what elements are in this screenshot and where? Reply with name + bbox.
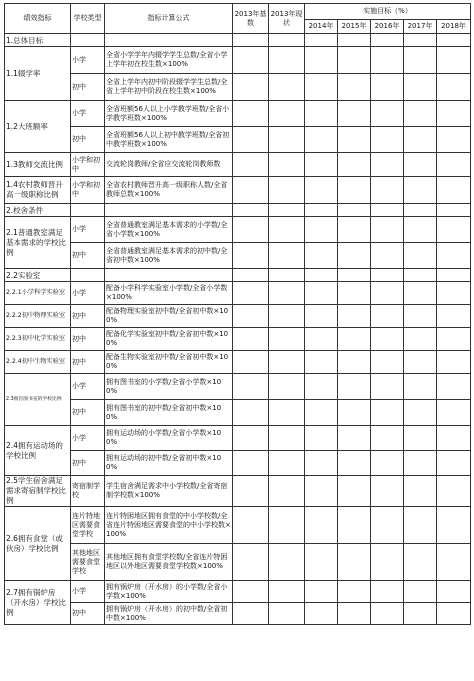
empty-value-cell <box>371 603 404 625</box>
empty-value-cell <box>437 305 471 328</box>
empty-value-cell <box>233 426 269 451</box>
empty-value-cell <box>404 74 437 101</box>
empty-value-cell <box>305 451 338 476</box>
empty-value-cell <box>233 581 269 603</box>
empty-value-cell <box>371 351 404 374</box>
indicator-label: 2.6拥有食堂（或伙房）学校比例 <box>5 507 71 581</box>
empty-value-cell <box>233 603 269 625</box>
empty-value-cell <box>404 507 437 544</box>
empty-value-cell <box>269 544 305 581</box>
empty-value-cell <box>233 544 269 581</box>
empty-value-cell <box>437 217 471 243</box>
empty-value-cell <box>437 451 471 476</box>
school-type: 初中 <box>71 603 105 625</box>
empty-value-cell <box>437 127 471 153</box>
empty-value-cell <box>371 400 404 426</box>
empty-value-cell <box>371 544 404 581</box>
indicator-label: 2.2.3初中化学实验室 <box>5 328 71 351</box>
empty-value-cell <box>371 451 404 476</box>
empty-value-cell <box>437 581 471 603</box>
school-type: 小学 <box>71 374 105 400</box>
empty-value-cell <box>338 451 371 476</box>
empty-value-cell <box>437 374 471 400</box>
empty-value-cell <box>305 305 338 328</box>
empty-value-cell <box>305 217 338 243</box>
empty-value-cell <box>437 47 471 74</box>
empty-value-cell <box>269 451 305 476</box>
empty-value-cell <box>305 507 338 544</box>
formula: 全省农村教师晋升高一级职称人数/全省教师总数×100% <box>105 177 233 204</box>
performance-indicator-table-page <box>0 3 474 681</box>
empty-value-cell <box>338 153 371 177</box>
empty-value-cell <box>269 603 305 625</box>
empty-value-cell <box>371 243 404 269</box>
empty-value-cell <box>269 507 305 544</box>
indicator-label: 1.1辍学率 <box>5 47 71 101</box>
empty-value-cell <box>233 243 269 269</box>
empty-value-cell <box>269 351 305 374</box>
empty-value-cell <box>437 282 471 305</box>
school-type: 初中 <box>71 451 105 476</box>
school-type: 小学和初中 <box>71 153 105 177</box>
header-year-2014: 2014年 <box>305 20 338 34</box>
empty-value-cell <box>305 34 338 47</box>
empty-value-cell <box>371 507 404 544</box>
formula: 全省上学年内初中阶段辍学学生总数/全省上学年初中阶段在校生数×100% <box>105 74 233 101</box>
empty-value-cell <box>371 204 404 217</box>
empty-value-cell <box>233 282 269 305</box>
school-type: 初中 <box>71 243 105 269</box>
school-type: 初中 <box>71 351 105 374</box>
school-type: 小学 <box>71 101 105 127</box>
empty-value-cell <box>437 544 471 581</box>
empty-value-cell <box>338 400 371 426</box>
empty-value-cell <box>305 101 338 127</box>
empty-value-cell <box>233 74 269 101</box>
empty-value-cell <box>338 581 371 603</box>
formula: 拥有运动场的小学数/全省小学数×100% <box>105 426 233 451</box>
empty-value-cell <box>404 305 437 328</box>
empty-value-cell <box>305 328 338 351</box>
empty-value-cell <box>371 127 404 153</box>
formula: 配备小学科学实验室小学数/全省小学数×100% <box>105 282 233 305</box>
header-year-2015: 2015年 <box>338 20 371 34</box>
empty-value-cell <box>338 476 371 507</box>
subsection-title: 2.2实验室 <box>5 269 71 282</box>
empty-value-cell <box>371 217 404 243</box>
empty-value-cell <box>404 282 437 305</box>
empty-value-cell <box>338 374 371 400</box>
empty-value-cell <box>437 603 471 625</box>
empty-value-cell <box>338 507 371 544</box>
empty-value-cell <box>305 269 338 282</box>
empty-value-cell <box>269 426 305 451</box>
empty-value-cell <box>269 282 305 305</box>
empty-value-cell <box>338 34 371 47</box>
empty-value-cell <box>233 47 269 74</box>
school-type: 初中 <box>71 74 105 101</box>
formula: 拥有锅炉房（开水房）的小学数/全省小学数×100% <box>105 581 233 603</box>
empty-value-cell <box>269 269 305 282</box>
empty-value-cell <box>269 153 305 177</box>
empty-value-cell <box>437 328 471 351</box>
empty-value-cell <box>371 74 404 101</box>
indicator-label: 1.4农村教师晋升高一级职称比例 <box>5 177 71 204</box>
empty-value-cell <box>305 351 338 374</box>
empty-value-cell <box>371 47 404 74</box>
empty-value-cell <box>404 544 437 581</box>
empty-value-cell <box>233 476 269 507</box>
empty-value-cell <box>305 476 338 507</box>
empty-value-cell <box>437 74 471 101</box>
empty-value-cell <box>233 101 269 127</box>
empty-value-cell <box>269 374 305 400</box>
empty-value-cell <box>269 400 305 426</box>
empty-value-cell <box>269 204 305 217</box>
empty-value-cell <box>404 101 437 127</box>
empty-value-cell <box>338 544 371 581</box>
empty-value-cell <box>371 101 404 127</box>
empty-value-cell <box>404 177 437 204</box>
empty-value-cell <box>305 177 338 204</box>
empty-value-cell <box>233 153 269 177</box>
header-formula: 指标计算公式 <box>105 4 233 34</box>
school-type: 初中 <box>71 305 105 328</box>
empty-value-cell <box>371 374 404 400</box>
empty-value-cell <box>437 177 471 204</box>
indicator-label: 2.1普通教室满足基本需求的学校比例 <box>5 217 71 269</box>
empty-value-cell <box>338 603 371 625</box>
header-base-2013: 2013年基数 <box>233 4 269 34</box>
empty-value-cell <box>269 305 305 328</box>
header-status-2013: 2013年现状 <box>269 4 305 34</box>
empty-value-cell <box>437 204 471 217</box>
formula: 拥有图书室的小学数/全省小学数×100% <box>105 374 233 400</box>
empty-value-cell <box>269 581 305 603</box>
empty-value-cell <box>269 127 305 153</box>
formula: 拥有锅炉房（开水房）的初中数/全省初中数×100% <box>105 603 233 625</box>
indicator-label: 2.2.2初中物理实验室 <box>5 305 71 328</box>
empty-value-cell <box>338 426 371 451</box>
empty-value-cell <box>437 507 471 544</box>
empty-value-cell <box>269 476 305 507</box>
formula: 全省班额56人以上小学教学班数/全省小学教学班数×100% <box>105 101 233 127</box>
empty-value-cell <box>404 153 437 177</box>
school-type: 小学 <box>71 47 105 74</box>
empty-value-cell <box>305 127 338 153</box>
school-type: 连片特地区需要食堂学校 <box>71 507 105 544</box>
formula: 交流轮岗教师/全省应交流轮岗教师数 <box>105 153 233 177</box>
school-type: 初中 <box>71 328 105 351</box>
indicator-label: 2.5学生宿舍满足需求寄宿制学校比例 <box>5 476 71 507</box>
empty-value-cell <box>233 451 269 476</box>
empty-value-cell <box>404 581 437 603</box>
empty-value-cell <box>338 243 371 269</box>
empty-value-cell <box>71 34 105 47</box>
formula: 全省小学学年内辍学学生总数/全省小学上学年初在校生数×100% <box>105 47 233 74</box>
empty-value-cell <box>371 328 404 351</box>
empty-value-cell <box>305 544 338 581</box>
empty-value-cell <box>233 507 269 544</box>
empty-value-cell <box>105 269 233 282</box>
formula: 学生宿舍满足需求中小学校数/全省寄宿制学校数×100% <box>105 476 233 507</box>
empty-value-cell <box>305 204 338 217</box>
empty-value-cell <box>305 400 338 426</box>
formula: 全省普通教室满足基本需求的小学数/全省小学数×100% <box>105 217 233 243</box>
indicator-label: 2.2.4初中生物实验室 <box>5 351 71 374</box>
empty-value-cell <box>305 282 338 305</box>
empty-value-cell <box>305 374 338 400</box>
empty-value-cell <box>338 177 371 204</box>
empty-value-cell <box>371 177 404 204</box>
empty-value-cell <box>105 34 233 47</box>
empty-value-cell <box>404 328 437 351</box>
empty-value-cell <box>305 47 338 74</box>
empty-value-cell <box>233 351 269 374</box>
header-target: 实施目标（%） <box>305 4 471 20</box>
empty-value-cell <box>404 400 437 426</box>
empty-value-cell <box>404 476 437 507</box>
header-school-type: 学校类型 <box>71 4 105 34</box>
school-type: 小学 <box>71 581 105 603</box>
empty-value-cell <box>437 243 471 269</box>
school-type: 寄宿制学校 <box>71 476 105 507</box>
empty-value-cell <box>71 204 105 217</box>
empty-value-cell <box>437 351 471 374</box>
empty-value-cell <box>233 217 269 243</box>
empty-value-cell <box>233 328 269 351</box>
empty-value-cell <box>338 269 371 282</box>
empty-value-cell <box>233 305 269 328</box>
empty-value-cell <box>371 153 404 177</box>
formula: 配备物理实验室初中数/全省初中数×100% <box>105 305 233 328</box>
empty-value-cell <box>105 204 233 217</box>
empty-value-cell <box>404 204 437 217</box>
header-year-2016: 2016年 <box>371 20 404 34</box>
empty-value-cell <box>404 34 437 47</box>
empty-value-cell <box>269 243 305 269</box>
empty-value-cell <box>371 34 404 47</box>
header-year-2017: 2017年 <box>404 20 437 34</box>
empty-value-cell <box>338 127 371 153</box>
empty-value-cell <box>305 581 338 603</box>
empty-value-cell <box>305 153 338 177</box>
empty-value-cell <box>437 269 471 282</box>
empty-value-cell <box>305 243 338 269</box>
empty-value-cell <box>371 269 404 282</box>
empty-value-cell <box>371 476 404 507</box>
indicator-table <box>4 3 471 625</box>
school-type: 小学 <box>71 282 105 305</box>
formula: 连片特困地区拥有食堂的中小学校数/全省连片特困地区需要食堂的中小学校数×100% <box>105 507 233 544</box>
school-type: 其他地区需要食堂学校 <box>71 544 105 581</box>
empty-value-cell <box>269 177 305 204</box>
empty-value-cell <box>437 153 471 177</box>
empty-value-cell <box>404 243 437 269</box>
header-year-2018: 2018年 <box>437 20 471 34</box>
empty-value-cell <box>338 204 371 217</box>
empty-value-cell <box>305 74 338 101</box>
empty-value-cell <box>305 426 338 451</box>
empty-value-cell <box>338 74 371 101</box>
empty-value-cell <box>71 269 105 282</box>
empty-value-cell <box>269 101 305 127</box>
empty-value-cell <box>338 305 371 328</box>
school-type: 初中 <box>71 127 105 153</box>
indicator-label: 2.2.1小学科学实验室 <box>5 282 71 305</box>
formula: 拥有运动场的初中数/全省初中数×100% <box>105 451 233 476</box>
indicator-label: 1.2大班额率 <box>5 101 71 153</box>
empty-value-cell <box>233 400 269 426</box>
empty-value-cell <box>437 476 471 507</box>
empty-value-cell <box>371 282 404 305</box>
empty-value-cell <box>305 603 338 625</box>
formula: 全省普通教室满足基本需求的初中数/全省初中数×100% <box>105 243 233 269</box>
empty-value-cell <box>404 351 437 374</box>
empty-value-cell <box>404 127 437 153</box>
empty-value-cell <box>404 217 437 243</box>
empty-value-cell <box>269 47 305 74</box>
empty-value-cell <box>404 374 437 400</box>
formula: 配备生物实验室初中数/全省初中数×100% <box>105 351 233 374</box>
indicator-label: 2.4拥有运动场的学校比例 <box>5 426 71 476</box>
empty-value-cell <box>404 426 437 451</box>
empty-value-cell <box>338 101 371 127</box>
empty-value-cell <box>338 328 371 351</box>
empty-value-cell <box>371 581 404 603</box>
empty-value-cell <box>269 217 305 243</box>
empty-value-cell <box>233 127 269 153</box>
empty-value-cell <box>338 47 371 74</box>
empty-value-cell <box>233 374 269 400</box>
empty-value-cell <box>371 426 404 451</box>
section-title: 2.校舍条件 <box>5 204 71 217</box>
empty-value-cell <box>233 204 269 217</box>
empty-value-cell <box>338 217 371 243</box>
formula: 拥有图书室的初中数/全省初中数×100% <box>105 400 233 426</box>
empty-value-cell <box>233 177 269 204</box>
formula: 其他地区拥有食堂学校数/全省连片特困地区以外地区需要食堂学校数×100% <box>105 544 233 581</box>
empty-value-cell <box>404 47 437 74</box>
indicator-label: 2.3拥有图书室的学校比例 <box>5 374 71 426</box>
empty-value-cell <box>404 451 437 476</box>
header-indicator: 绩效指标 <box>5 4 71 34</box>
school-type: 小学和初中 <box>71 177 105 204</box>
empty-value-cell <box>437 101 471 127</box>
empty-value-cell <box>269 34 305 47</box>
indicator-label: 2.7拥有锅炉房（开水房）学校比例 <box>5 581 71 625</box>
empty-value-cell <box>338 282 371 305</box>
section-title: 1.总体目标 <box>5 34 71 47</box>
empty-value-cell <box>269 74 305 101</box>
empty-value-cell <box>404 603 437 625</box>
school-type: 小学 <box>71 217 105 243</box>
formula: 全省班额56人以上初中教学班数/全省初中教学班数×100% <box>105 127 233 153</box>
empty-value-cell <box>437 400 471 426</box>
empty-value-cell <box>233 269 269 282</box>
empty-value-cell <box>371 305 404 328</box>
indicator-label: 1.3教师交流比例 <box>5 153 71 177</box>
empty-value-cell <box>338 351 371 374</box>
empty-value-cell <box>437 426 471 451</box>
school-type: 初中 <box>71 400 105 426</box>
empty-value-cell <box>233 34 269 47</box>
formula: 配备化学实验室初中数/全省初中数×100% <box>105 328 233 351</box>
empty-value-cell <box>437 34 471 47</box>
empty-value-cell <box>269 328 305 351</box>
empty-value-cell <box>404 269 437 282</box>
school-type: 小学 <box>71 426 105 451</box>
